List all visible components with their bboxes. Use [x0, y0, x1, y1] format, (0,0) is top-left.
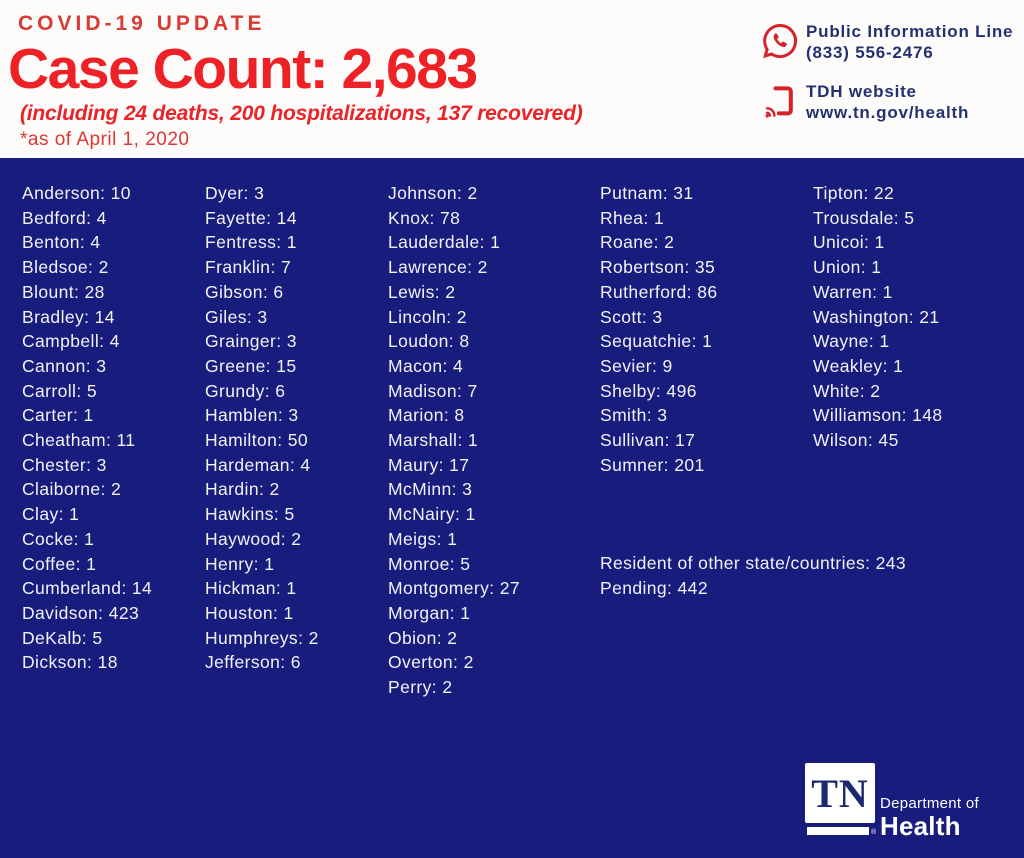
count-row: Hardeman: 4 — [205, 454, 311, 475]
logo-department-of-text: Department of — [880, 795, 979, 812]
count-row: Pending: 442 — [600, 577, 708, 598]
count-row: Resident of other state/countries: 243 — [600, 553, 907, 573]
whatsapp-phone-icon — [760, 21, 800, 61]
count-row: Lewis: 2 — [388, 281, 456, 302]
count-row: Shelby: 496 — [600, 380, 697, 401]
count-row: Unicoi: 1 — [813, 232, 885, 253]
count-row: Grainger: 3 — [205, 331, 297, 352]
count-row: Monroe: 5 — [388, 553, 471, 574]
count-row: Houston: 1 — [205, 602, 294, 623]
count-row: Chester: 3 — [22, 454, 107, 475]
count-row: Jefferson: 6 — [205, 652, 301, 673]
count-row: Hamilton: 50 — [205, 430, 309, 451]
count-row: Rutherford: 86 — [600, 281, 718, 302]
count-row: Sequatchie: 1 — [600, 331, 713, 352]
count-row: Knox: 78 — [388, 207, 461, 228]
count-row: Madison: 7 — [388, 380, 478, 401]
count-row: Franklin: 7 — [205, 257, 292, 278]
phone-label: Public Information Line — [806, 22, 1014, 41]
count-row: Montgomery: 27 — [388, 578, 521, 599]
count-row: Henry: 1 — [205, 553, 275, 574]
kicker-text: COVID-19 UPDATE — [18, 12, 266, 35]
tn-logo-underline — [807, 827, 869, 835]
count-row: Hickman: 1 — [205, 578, 297, 599]
count-row: Benton: 4 — [22, 232, 101, 253]
count-row: Greene: 15 — [205, 355, 297, 376]
count-row: Morgan: 1 — [388, 602, 471, 623]
county-column-3 — [388, 181, 520, 700]
count-row: Johnson: 2 — [388, 183, 478, 203]
other-counts-block — [600, 551, 906, 600]
count-row: Clay: 1 — [22, 504, 80, 525]
mobile-signal-icon — [762, 83, 798, 119]
public-info-line-block — [806, 21, 1013, 63]
count-row: Weakley: 1 — [813, 355, 904, 376]
logo-health-text: Health — [880, 811, 961, 841]
count-row: DeKalb: 5 — [22, 627, 103, 648]
count-row: Humphreys: 2 — [205, 627, 319, 648]
count-row: Blount: 28 — [22, 281, 105, 302]
count-row: Carroll: 5 — [22, 380, 97, 401]
county-column-1 — [22, 181, 152, 675]
count-row: Macon: 4 — [388, 355, 464, 376]
count-row: Tipton: 22 — [813, 183, 895, 203]
count-row: Warren: 1 — [813, 281, 893, 302]
count-row: McMinn: 3 — [388, 479, 473, 500]
count-row: Cannon: 3 — [22, 355, 107, 376]
count-row: Campbell: 4 — [22, 331, 120, 352]
count-row: Marion: 8 — [388, 405, 465, 426]
count-row: Anderson: 10 — [22, 183, 131, 203]
count-row: Sumner: 201 — [600, 454, 705, 475]
tn-logo-initials: TN — [811, 770, 869, 816]
count-row: Haywood: 2 — [205, 528, 302, 549]
count-row: Claiborne: 2 — [22, 479, 122, 500]
count-row: Maury: 17 — [388, 454, 470, 475]
count-row: Bledsoe: 2 — [22, 257, 109, 278]
as-of-date: *as of April 1, 2020 — [20, 129, 190, 150]
count-row: Sevier: 9 — [600, 355, 673, 376]
count-row: Scott: 3 — [600, 306, 663, 327]
case-count-headline: Case Count: 2,683 — [8, 37, 477, 101]
count-row: Dyer: 3 — [205, 183, 265, 203]
count-row: Marshall: 1 — [388, 430, 478, 451]
county-column-5 — [813, 181, 943, 453]
count-row: Grundy: 6 — [205, 380, 286, 401]
count-row: Fentress: 1 — [205, 232, 297, 253]
website-label: TDH website — [806, 82, 917, 101]
count-row: Wayne: 1 — [813, 331, 890, 352]
county-data-panel — [0, 158, 1024, 858]
registered-trademark-mark: ® — [871, 829, 877, 836]
count-row: Giles: 3 — [205, 306, 268, 327]
count-row: Putnam: 31 — [600, 183, 694, 203]
count-row: Bradley: 14 — [22, 306, 115, 327]
count-row: Union: 1 — [813, 257, 882, 278]
count-row: Bedford: 4 — [22, 207, 107, 228]
count-row: Cocke: 1 — [22, 528, 95, 549]
count-row: Obion: 2 — [388, 627, 458, 648]
count-row: Overton: 2 — [388, 652, 474, 673]
count-row: Robertson: 35 — [600, 257, 716, 278]
count-row: Hawkins: 5 — [205, 504, 295, 525]
count-row: Dickson: 18 — [22, 652, 118, 673]
count-row: Lincoln: 2 — [388, 306, 467, 327]
count-row: Rhea: 1 — [600, 207, 665, 228]
count-row: Hardin: 2 — [205, 479, 280, 500]
phone-number: (833) 556-2476 — [806, 43, 934, 62]
count-row: Meigs: 1 — [388, 528, 458, 549]
count-row: McNairy: 1 — [388, 504, 476, 525]
county-column-2 — [205, 181, 319, 675]
case-breakdown-subtitle: (including 24 deaths, 200 hospitalizations, 137 recovered) — [20, 102, 583, 125]
count-row: Washington: 21 — [813, 306, 940, 327]
count-row: Davidson: 423 — [22, 602, 140, 623]
count-row: Carter: 1 — [22, 405, 94, 426]
count-row: White: 2 — [813, 380, 881, 401]
count-row: Williamson: 148 — [813, 405, 943, 426]
count-row: Hamblen: 3 — [205, 405, 299, 426]
tn-dept-of-health-logo — [805, 763, 1005, 843]
count-row: Cumberland: 14 — [22, 578, 153, 599]
count-row: Lawrence: 2 — [388, 257, 488, 278]
county-column-4 — [600, 181, 717, 477]
tdh-website-block — [806, 81, 969, 123]
count-row: Coffee: 1 — [22, 553, 97, 574]
count-row: Roane: 2 — [600, 232, 675, 253]
count-row: Loudon: 8 — [388, 331, 470, 352]
count-row: Smith: 3 — [600, 405, 668, 426]
tn-logo-box — [805, 763, 875, 823]
count-row: Perry: 2 — [388, 677, 453, 698]
count-row: Wilson: 45 — [813, 430, 899, 451]
count-row: Lauderdale: 1 — [388, 232, 501, 253]
count-row: Fayette: 14 — [205, 207, 297, 228]
count-row: Gibson: 6 — [205, 281, 284, 302]
count-row: Sullivan: 17 — [600, 430, 696, 451]
count-row: Trousdale: 5 — [813, 207, 915, 228]
count-row: Cheatham: 11 — [22, 430, 136, 451]
website-url: www.tn.gov/health — [806, 103, 970, 122]
